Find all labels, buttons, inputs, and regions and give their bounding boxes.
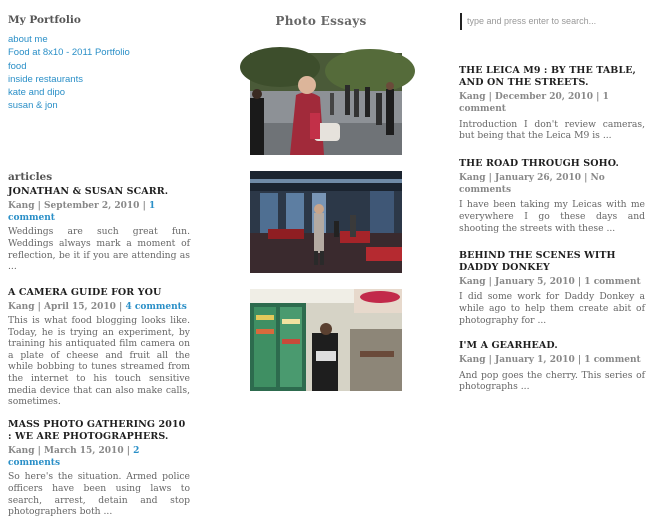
post-title-link[interactable]: JONATHAN & SUSAN SCARR.	[8, 185, 169, 197]
post-meta: Kang | January 26, 2010 | No comments	[459, 172, 605, 196]
portfolio-links	[8, 33, 190, 113]
comments-link[interactable]: 1 comment	[459, 92, 609, 115]
post-author: Kang	[459, 92, 486, 102]
post-author: Kang	[8, 301, 35, 312]
post-title-link[interactable]: MASS PHOTO GATHERING 2010 : WE ARE PHOTOGRAPHERS.	[8, 418, 186, 442]
link-inside-restaurants[interactable]: inside restaurants	[8, 73, 83, 85]
right-column	[459, 14, 645, 393]
post-author: Kang	[459, 355, 486, 366]
post-meta: Kang | January 1, 2010 | 1 comment	[459, 355, 641, 366]
post-title-link[interactable]: BEHIND THE SCENES WITH DADDY DONKEY	[459, 250, 616, 274]
photo-essay-thumbnail-street[interactable]	[250, 53, 402, 155]
post-title-link[interactable]: THE LEICA M9 : BY THE TABLE, AND ON THE STREETS.	[459, 65, 636, 88]
article-post	[8, 419, 190, 518]
photo-essay-thumbnail-shop[interactable]	[250, 289, 402, 391]
post-author: Kang	[8, 200, 35, 211]
link-food[interactable]: food	[8, 60, 27, 72]
post-author: Kang	[8, 445, 35, 456]
post-author: Kang	[459, 172, 486, 183]
post-date: December 20, 2010	[495, 92, 594, 102]
link-about-me[interactable]: about me	[8, 34, 48, 45]
post-excerpt: So here's the situation. Armed police officers have been using laws to search, arrest, detain and stop photographers both ...	[8, 471, 190, 518]
post-meta: Kang | September 2, 2010 | 1 comment	[8, 200, 156, 224]
post-title-link[interactable]: A CAMERA GUIDE FOR YOU	[8, 286, 162, 298]
post-date: September 2, 2010	[44, 200, 140, 211]
post-meta: Kang | April 15, 2010 | 4 comments	[8, 301, 187, 312]
photo-essays-heading: Photo Essays	[275, 14, 367, 28]
comments-link[interactable]: 2 comments	[8, 445, 140, 469]
search-input[interactable]: type and press enter to search...	[460, 13, 610, 30]
post-title-link[interactable]: THE ROAD THROUGH SOHO.	[459, 157, 619, 169]
post-excerpt: And pop goes the cherry. This series of photographs ...	[459, 369, 645, 393]
link-susan-and-jon[interactable]: susan & jon	[8, 100, 58, 112]
post-title-link[interactable]: I'M A GEARHEAD.	[459, 340, 558, 352]
post-date: January 1, 2010	[495, 355, 575, 366]
comments-link[interactable]: 1 comment	[584, 355, 641, 366]
comments-link[interactable]: 1 comment	[584, 277, 641, 288]
portfolio-heading: My Portfolio	[8, 14, 81, 26]
left-sidebar	[8, 14, 190, 518]
article-post	[8, 186, 190, 273]
shop-interior-photo	[250, 289, 402, 391]
post-date: January 26, 2010	[495, 172, 581, 183]
post-excerpt: I did some work for Daddy Donkey a while ago to help them create abit of photography for ...	[459, 291, 645, 326]
article-post	[459, 65, 645, 142]
articles-heading: articles	[8, 170, 53, 183]
post-author: Kang	[459, 277, 486, 288]
post-excerpt: Weddings are such great fun. Weddings always mark a moment of reflection, be it if you are attending as ...	[8, 226, 190, 273]
article-post	[459, 158, 645, 234]
photo-essays-column	[250, 14, 402, 391]
article-post	[459, 340, 645, 392]
link-food-portfolio[interactable]: Food at 8x10 - 2011 Portfolio	[8, 47, 130, 59]
post-date: January 5, 2010	[495, 277, 575, 288]
interior-hall-photo	[250, 171, 402, 273]
post-date: April 15, 2010	[44, 301, 116, 312]
post-date: March 15, 2010	[44, 445, 124, 456]
article-post	[459, 250, 645, 326]
post-excerpt: I have been taking my Leicas with me everywhere I go these days and shooting the streets with these ...	[459, 199, 645, 234]
street-crowd-photo	[250, 53, 402, 155]
post-meta: Kang | January 5, 2010 | 1 comment	[459, 277, 641, 288]
post-meta: Kang | December 20, 2010 | 1 comment	[459, 92, 609, 115]
link-kate-and-dipo[interactable]: kate and dipo	[8, 87, 66, 99]
comments-link[interactable]: 4 comments	[125, 301, 187, 312]
comments-link[interactable]: 1 comment	[8, 200, 156, 224]
post-excerpt: Introduction I don't review cameras, but being that the Leica M9 is ...	[459, 118, 645, 142]
post-excerpt: This is what food blogging looks like. Today, he is trying an experiment, by training his antiquated film camera on a plate of cheese and fruit all the while bobbing to tunes streamed from the internet to his touch sensitive media device that can also make calls, sometimes.	[8, 315, 190, 408]
article-post	[8, 287, 190, 408]
post-meta: Kang | March 15, 2010 | 2 comments	[8, 445, 140, 469]
photo-essay-thumbnail-interior[interactable]	[250, 171, 402, 273]
comments-link[interactable]: No comments	[459, 172, 605, 196]
